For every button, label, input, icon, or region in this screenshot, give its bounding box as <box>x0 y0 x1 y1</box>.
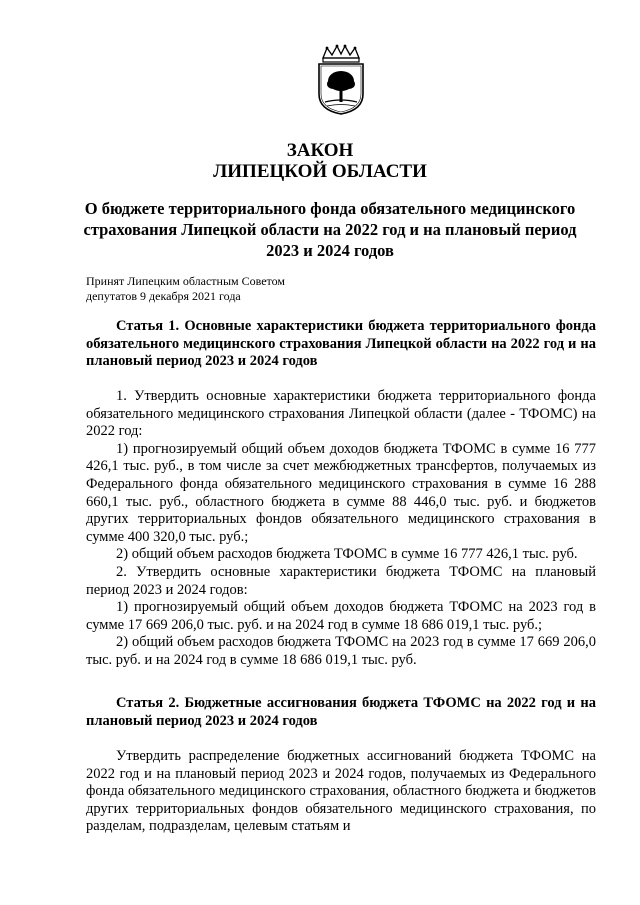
article1-paragraph: 1. Утвердить основные характеристики бюджета территориального фонда обязательного медицинского страхования Липецкой области (далее - ТФОМС) на 2022 год: <box>86 388 596 440</box>
law-title-line2: ЛИПЕЦКОЙ ОБЛАСТИ <box>213 161 427 182</box>
adoption-line2: депутатов 9 декабря 2021 года <box>86 289 241 303</box>
article2-heading: Статья 2. Бюджетные ассигнования бюджета ТФОМС на 2022 год и на плановый период 2023 и 2024 годов <box>86 695 596 729</box>
lipetsk-coat-of-arms-icon <box>313 44 369 116</box>
article2-paragraph: Утвердить распределение бюджетных ассигнований бюджета ТФОМС на 2022 год и на плановый период 2023 и 2024 годов, получаемых из Федерального фонда обязательного медицинского страхования, областного бюджета и бюджетов других территориальных фондов обязательного медицинского страхования, по разделам, подразделам, целевым статьям и <box>86 748 596 835</box>
law-subtitle: О бюджете территориального фонда обязательного медицинского страхования Липецкой области на 2022 год и на плановый период 2023 и 2024 годов <box>83 199 577 260</box>
article1-paragraph: 1) прогнозируемый общий объем доходов бюджета ТФОМС на 2023 год в сумме 17 669 206,0 тыс. руб. и на 2024 год в сумме 18 686 019,1 тыс. руб.; <box>86 599 596 633</box>
article1-paragraph: 2) общий объем расходов бюджета ТФОМС в сумме 16 777 426,1 тыс. руб. <box>116 546 578 563</box>
article1-paragraph: 1) прогнозируемый общий объем доходов бюджета ТФОМС в сумме 16 777 426,1 тыс. руб., в том числе за счет межбюджетных трансфертов, получаемых из Федерального фонда обязательного медицинского страхования в сумме 16 288 660,1 тыс. руб., областного бюджета в сумме 88 446,0 тыс. руб. и бюджетов других территориальных фондов обязательного медицинского страхования в сумме 400 320,0 тыс. руб.; <box>86 440 596 545</box>
article1-paragraph: 2) общий объем расходов бюджета ТФОМС на 2023 год в сумме 17 669 206,0 тыс. руб. и на 2024 год в сумме 18 686 019,1 тыс. руб. <box>86 634 596 668</box>
article1-body <box>86 388 596 670</box>
adoption-line1: Принят Липецким областным Советом <box>86 274 285 288</box>
adoption-note <box>86 274 285 304</box>
law-title-line1: ЗАКОН <box>286 140 354 161</box>
article1-paragraph: 2. Утвердить основные характеристики бюджета ТФОМС на плановый период 2023 и 2024 годов: <box>86 563 596 598</box>
article1-heading: Статья 1. Основные характеристики бюджета территориального фонда обязательного медицинского страхования Липецкой области на 2022 год и на плановый период 2023 и 2024 годов <box>86 318 596 370</box>
